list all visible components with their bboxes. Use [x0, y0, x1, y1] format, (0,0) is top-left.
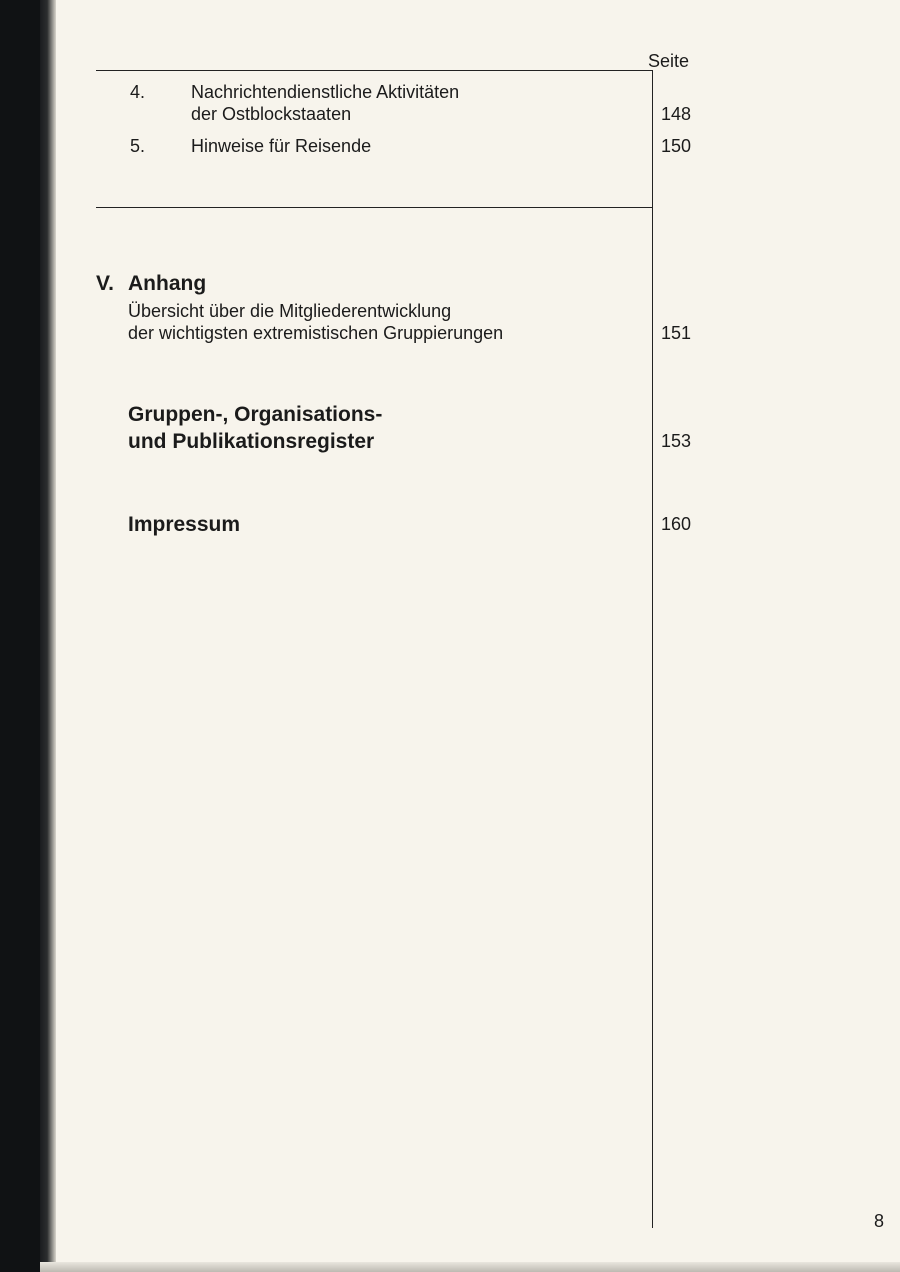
toc-entry-number: 5.: [130, 136, 146, 156]
page-bottom-edge: [40, 1262, 900, 1272]
toc-entry-title: Nachrichtendienstliche Aktivitäten: [191, 82, 460, 102]
appendix-page: 151: [661, 323, 692, 343]
page-column-header: Seite: [648, 51, 690, 71]
binding-edge: [40, 0, 56, 1272]
toc-entry-number: 4.: [130, 82, 146, 102]
toc-entry-page: 148: [661, 104, 692, 124]
appendix-subtitle-cont: der wichtigsten extremistischen Gruppierungen: [128, 323, 504, 343]
page-column-divider: [652, 70, 653, 1228]
toc-entry-page: 150: [661, 136, 692, 156]
toc-entry-title: Hinweise für Reisende: [191, 136, 372, 156]
impressum-heading: Impressum: [128, 513, 241, 536]
register-page: 153: [661, 431, 692, 451]
register-heading-cont: und Publikationsregister: [128, 430, 375, 453]
toc-entry-title-cont: der Ostblockstaaten: [191, 104, 352, 124]
register-heading: Gruppen-, Organisations-: [128, 403, 383, 426]
section-end-rule: [96, 207, 653, 208]
page-number: 8: [874, 1211, 885, 1231]
impressum-page: 160: [661, 514, 692, 534]
appendix-heading: Anhang: [128, 272, 207, 295]
appendix-subtitle: Übersicht über die Mitgliederentwicklung: [128, 301, 452, 321]
table-top-rule: [96, 70, 653, 71]
appendix-number: V.: [96, 272, 114, 295]
